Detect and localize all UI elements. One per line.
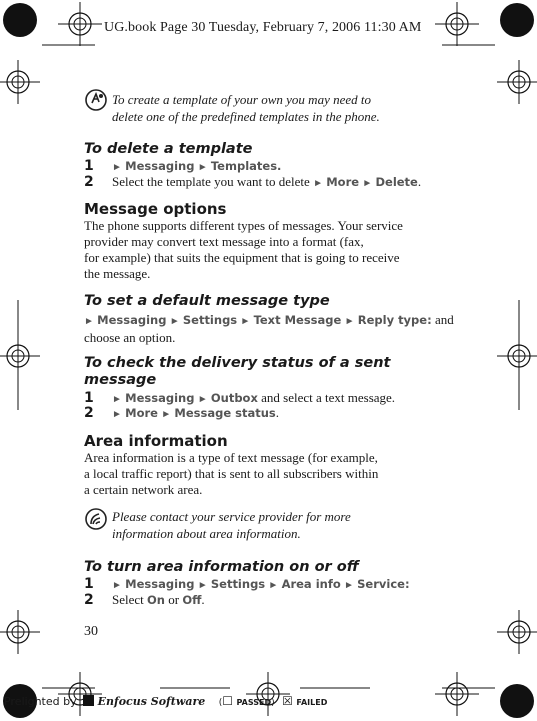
menu-item-messaging: Messaging — [97, 313, 167, 327]
menu-item-text-message: Text Message — [253, 313, 342, 327]
delivery-status-heading: To check the delivery status of a sent message — [84, 355, 391, 388]
menu-arrow-icon: ► — [112, 409, 122, 420]
menu-arrow-icon: ► — [112, 394, 122, 405]
menu-arrow-icon: ► — [112, 162, 122, 173]
menu-item-messaging: Messaging — [125, 159, 195, 173]
delete-template-heading: To delete a template — [84, 141, 253, 157]
menu-arrow-icon: ► — [268, 580, 279, 591]
default-type-body: ► Messaging ► Settings ► Text Message ► Reply type: and choose an option. — [84, 312, 454, 345]
message-options-body: The phone supports different types of messages. Your service provider may convert text message into a format (fax, for example) that suits the equipment that is going to receive the message. — [84, 218, 403, 281]
delivery-step-2: 2 ► More ► Message status. — [84, 405, 280, 421]
menu-arrow-icon: ► — [169, 316, 180, 327]
passed-checkbox: ☐ — [222, 694, 234, 708]
menu-arrow-icon: ► — [344, 316, 355, 327]
page-number: 30 — [84, 624, 98, 639]
menu-arrow-icon: ► — [362, 178, 373, 189]
step-text: Select the template you want to delete — [112, 174, 310, 189]
step-number: 2 — [84, 174, 94, 190]
menu-item-settings: Settings — [182, 313, 238, 327]
menu-item-outbox: Outbox — [210, 391, 258, 405]
menu-item-settings: Settings — [210, 577, 266, 591]
tip-line-1: To create a template of your own you may need to — [112, 92, 371, 107]
menu-item-messaging: Messaging — [125, 391, 195, 405]
menu-arrow-icon: ► — [161, 409, 172, 420]
menu-item-more: More — [125, 406, 158, 420]
option-on: On — [147, 593, 165, 607]
failed-checkbox: ☒ — [282, 694, 293, 708]
menu-item-reply-type: Reply type: — [357, 313, 432, 327]
area-step-2: 2 Select On or Off. — [84, 592, 205, 608]
delete-step-2: 2 Select the template you want to delete ► More ► Delete. — [84, 174, 422, 190]
menu-arrow-icon: ► — [343, 580, 354, 591]
menu-item-message-status: Message status — [174, 406, 276, 420]
enfocus-logo-icon — [83, 695, 94, 706]
area-info-body: Area information is a type of text message (for example, a local traffic report) that is sent to all subscribers within a certain network area. — [84, 450, 379, 497]
passed-label: PASSED — [236, 698, 272, 707]
menu-arrow-icon: ► — [84, 316, 94, 327]
menu-arrow-icon: ► — [112, 580, 122, 591]
menu-arrow-icon: ► — [313, 178, 323, 189]
info-icon — [84, 507, 108, 531]
default-type-heading: To set a default message type — [84, 293, 330, 309]
area-step-1: 1 ► Messaging ► Settings ► Area info ► Service: — [84, 576, 410, 592]
area-toggle-heading: To turn area information on or off — [84, 559, 359, 575]
menu-item-service: Service: — [357, 577, 410, 591]
tip-icon — [84, 88, 108, 112]
menu-item-templates: Templates — [210, 159, 278, 173]
preflight-footer: Prelighted by Enfocus Software (☐ PASSED) ☒ FAILED — [4, 694, 328, 708]
tip-note — [112, 91, 380, 125]
option-off: Off — [182, 593, 202, 607]
menu-arrow-icon: ► — [197, 394, 208, 405]
page-header: UG.book Page 30 Tuesday, February 7, 2006 11:30 AM — [104, 20, 422, 35]
menu-item-more: More — [326, 175, 360, 189]
footer-brand: Enfocus Software — [97, 695, 206, 708]
info-note: Please contact your service provider for more information about area information. — [112, 509, 351, 541]
menu-arrow-icon: ► — [240, 316, 251, 327]
step-number: 1 — [84, 158, 94, 174]
menu-item-area-info: Area info — [281, 577, 341, 591]
menu-arrow-icon: ► — [197, 162, 208, 173]
menu-item-messaging: Messaging — [125, 577, 195, 591]
tip-line-2: delete one of the predefined templates in the phone. — [112, 109, 380, 124]
delivery-step-1: 1 ► Messaging ► Outbox and select a text message. — [84, 390, 396, 406]
failed-label: FAILED — [296, 698, 328, 707]
area-info-heading: Area information — [84, 432, 228, 450]
delete-step-1: 1 ► Messaging ► Templates. — [84, 158, 282, 174]
footer-prefix: Prelighted by — [4, 695, 77, 708]
menu-item-delete: Delete — [375, 175, 418, 189]
message-options-heading: Message options — [84, 200, 227, 218]
menu-arrow-icon: ► — [197, 580, 208, 591]
